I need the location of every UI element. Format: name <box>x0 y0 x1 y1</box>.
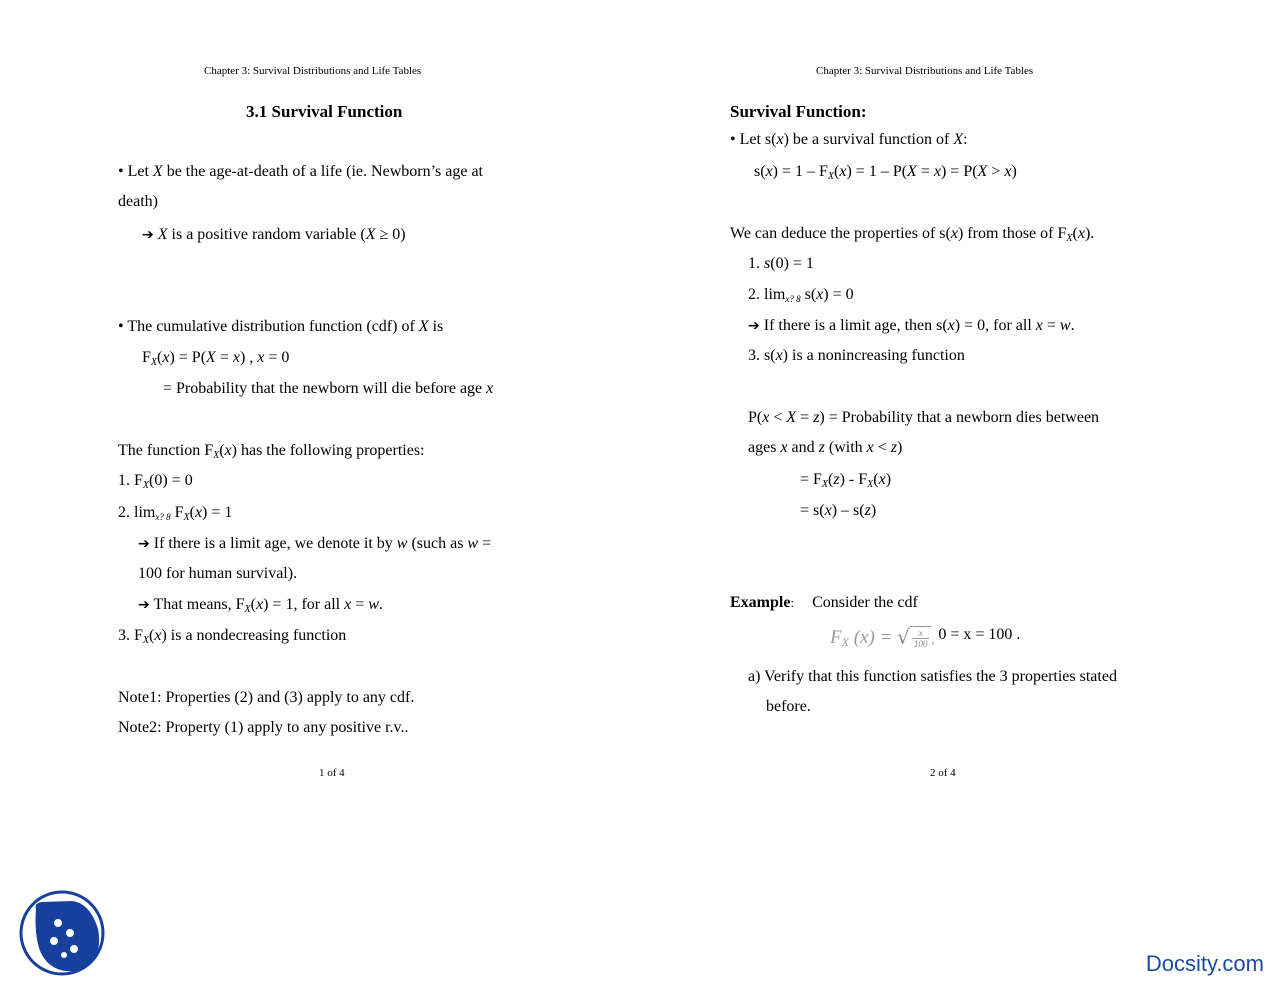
deduce-line: We can deduce the properties of s(x) from those of FX(x). <box>730 225 1095 244</box>
example-line: Example: Consider the cdf <box>730 594 918 611</box>
example-formula: FX (x) = √ $\frac{x}{100}$ , 0 = x = 100 . <box>830 625 1021 650</box>
probability-between: P(x < X = z) = Probability that a newborn dies between <box>748 409 1100 426</box>
bullet-age-at-death: • Let X be the age-at-death of a life (ie. Newborn’s age at <box>118 163 483 180</box>
ages-line: ages x and z (with x < z) <box>748 439 903 456</box>
page-header: Chapter 3: Survival Distributions and Life Tables <box>816 65 1034 77</box>
property-1: 1. FX(0) = 0 <box>118 472 193 491</box>
property-3: 3. FX(x) is a nondecreasing function <box>118 627 347 646</box>
bullet-cdf: • The cumulative distribution function (cdf) of X is <box>118 318 444 335</box>
survival-let: • Let s(x) be a survival function of X: <box>730 131 968 148</box>
right-arrow-icon: ➔ <box>138 597 150 613</box>
survival-property-2: 2. limx? 8 s(x) = 0 <box>748 286 854 304</box>
example-task-a: a) Verify that this function satisfies the 3 properties stated <box>748 668 1117 685</box>
section-title: Survival Function: <box>730 102 867 121</box>
page-number: 1 of 4 <box>319 767 345 779</box>
page-number: 2 of 4 <box>930 767 956 779</box>
section-title: 3.1 Survival Function <box>246 102 403 121</box>
properties-intro: The function FX(x) has the following properties: <box>118 442 425 461</box>
example-task-a-cont: before. <box>766 698 811 715</box>
example-label: Example <box>730 594 791 611</box>
survival-property-3: 3. s(x) is a nonincreasing function <box>748 347 965 364</box>
survival-property-1: 1. s(0) = 1 <box>748 255 814 272</box>
right-arrow-icon: ➔ <box>138 536 150 552</box>
property-2-that-means: ➔ That means, FX(x) = 1, for all x = w. <box>138 596 383 615</box>
right-arrow-icon: ➔ <box>142 227 154 243</box>
property-2-limit-age: ➔ If there is a limit age, we denote it by w (such as w = <box>138 535 492 552</box>
note-2: Note2: Property (1) apply to any positive r.v.. <box>118 719 409 736</box>
equality-cdf: = FX(z) - FX(x) <box>800 471 892 490</box>
survival-equation: s(x) = 1 – FX(x) = 1 – P(X = x) = P(X > x) <box>754 163 1017 182</box>
arrow-positive-rv: ➔ X is a positive random variable (X ≥ 0) <box>142 226 406 243</box>
left-page <box>0 0 640 800</box>
bullet-age-at-death-cont: death) <box>118 193 158 210</box>
docsity-brand-link[interactable]: Docsity.com <box>1145 951 1264 976</box>
survival-property-2-limit: ➔ If there is a limit age, then s(x) = 0, for all x = w. <box>748 317 1075 334</box>
right-arrow-icon: ➔ <box>748 318 760 334</box>
formula-image: FX (x) = √ $\frac{x}{100}$ , <box>830 625 935 650</box>
cdf-probability: = Probability that the newborn will die before age x <box>163 380 494 397</box>
right-page <box>640 0 1280 800</box>
property-2: 2. limx? 8 FX(x) = 1 <box>118 504 233 523</box>
page-header: Chapter 3: Survival Distributions and Life Tables <box>204 65 422 77</box>
docsity-logo-icon[interactable] <box>18 889 106 977</box>
equality-survival: = s(x) – s(z) <box>800 502 877 519</box>
note-1: Note1: Properties (2) and (3) apply to any cdf. <box>118 689 415 706</box>
cdf-definition: FX(x) = P(X = x) , x = 0 <box>142 349 290 368</box>
property-2-cont: 100 for human survival). <box>138 565 298 582</box>
